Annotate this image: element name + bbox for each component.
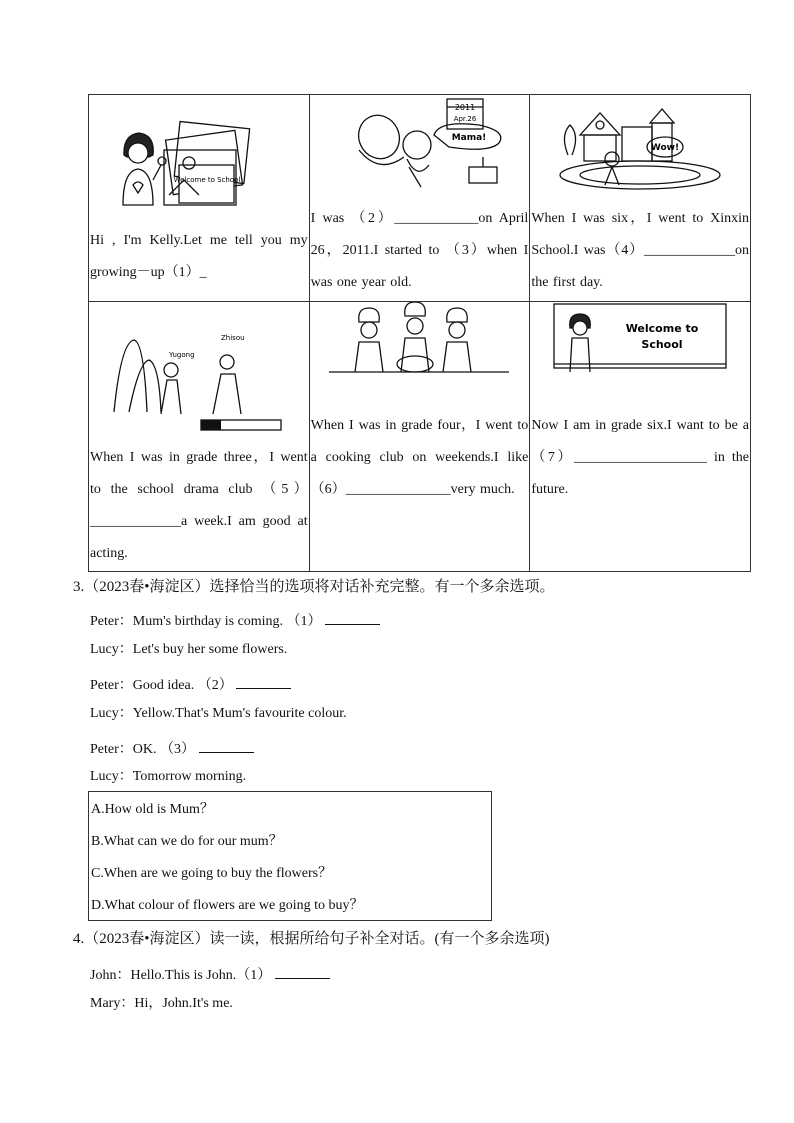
speaker: Peter： <box>90 614 133 629</box>
photo-card-label: Welcome to School <box>173 176 241 184</box>
dialog-text: Tomorrow morning. <box>132 769 247 784</box>
answer-blank-3[interactable] <box>199 736 254 753</box>
q4-line-2 <box>90 994 233 1014</box>
dialog-text: Let's buy her some flowers. <box>132 642 288 657</box>
board-line-2: School <box>641 338 683 351</box>
answer-blank-2[interactable] <box>236 672 291 689</box>
kelly-photos-illustration <box>109 95 289 225</box>
answer-blank-q4-1[interactable] <box>275 962 330 979</box>
story-caption-3: When I was six，I went to Xinxin School.I was（4）_____________on the first day. <box>531 211 749 290</box>
story-cell-1 <box>89 95 310 302</box>
story-cell-5 <box>309 302 530 572</box>
story-cell-6 <box>530 302 751 572</box>
story-caption-1: Hi , I'm Kelly.Let me tell you my growing－up（1）_ <box>90 233 308 280</box>
school-wow-illustration <box>550 95 730 195</box>
speaker: Lucy： <box>90 706 133 721</box>
q3-line-1 <box>90 608 380 632</box>
mama-bubble: Mama! <box>452 133 487 143</box>
q4-line-1 <box>90 962 330 986</box>
story-cell-3 <box>530 95 751 302</box>
q3-options-box <box>88 791 492 921</box>
speaker: Mary： <box>90 996 135 1011</box>
option-d: D.What colour of flowers are we going to buy？ <box>91 898 364 913</box>
q3-line-3 <box>90 672 291 696</box>
story-caption-6: Now I am in grade six.I want to be a （7）___________________ in the future. <box>531 418 749 497</box>
calendar-year: 2011 <box>455 103 476 112</box>
story-cell-2 <box>309 95 530 302</box>
speaker: Peter： <box>90 742 133 757</box>
story-caption-5: When I was in grade four，I went to a cooking club on weekends.I like （6）_______________very much. <box>310 418 529 497</box>
dialog-text: Hello.This is John.（1） <box>130 968 272 983</box>
answer-blank-1[interactable] <box>325 608 380 625</box>
calendar-date: Apr.26 <box>454 115 477 123</box>
q3-title: 3.（2023春•海淀区）选择恰当的选项将对话补充完整。有一个多余选项。 <box>73 579 555 595</box>
speaker: Lucy： <box>90 642 133 657</box>
speaker: Lucy： <box>90 769 133 784</box>
dialog-text: Yellow.That's Mum's favourite colour. <box>132 706 347 721</box>
q3-line-6 <box>90 767 246 787</box>
q3-line-5 <box>90 736 254 760</box>
q4-title: 4.（2023春•海淀区）读一读，根据所给句子补全对话。(有一个多余选项) <box>73 931 550 947</box>
q3-line-4 <box>90 704 347 724</box>
dialog-text: Hi，John.It's me. <box>134 996 233 1011</box>
zhisou-label: Zhisou <box>220 334 245 342</box>
dialog-text: Good idea. （2） <box>132 678 233 693</box>
yugong-label: Yugong <box>168 351 195 359</box>
wow-bubble: Wow! <box>651 143 680 153</box>
option-a: A.How old is Mum？ <box>91 802 214 817</box>
dialog-text: Mum's birthday is coming. （1） <box>132 614 322 629</box>
speaker: John： <box>90 968 131 983</box>
board-line-1: Welcome to <box>625 322 699 335</box>
story-cell-4 <box>89 302 310 572</box>
story-caption-2: I was （2）____________on April 26，2011.I started to （3）when I was one year old. <box>310 211 529 290</box>
story-table <box>88 94 751 572</box>
teacher-welcome-illustration <box>550 302 730 382</box>
speaker: Peter： <box>90 678 133 693</box>
drama-yugong-zhisou-illustration <box>109 302 289 434</box>
option-c: C.When are we going to buy the flowers？ <box>91 866 333 881</box>
baby-birthday-illustration <box>329 95 509 201</box>
option-b: B.What can we do for our mum？ <box>91 834 283 849</box>
q3-line-2 <box>90 640 287 660</box>
story-caption-4: When I was in grade three，I went to the school drama club （5）_____________a week.I am good at acting. <box>90 450 308 561</box>
dialog-text: OK. （3） <box>132 742 195 757</box>
cooking-chefs-illustration <box>329 302 509 384</box>
